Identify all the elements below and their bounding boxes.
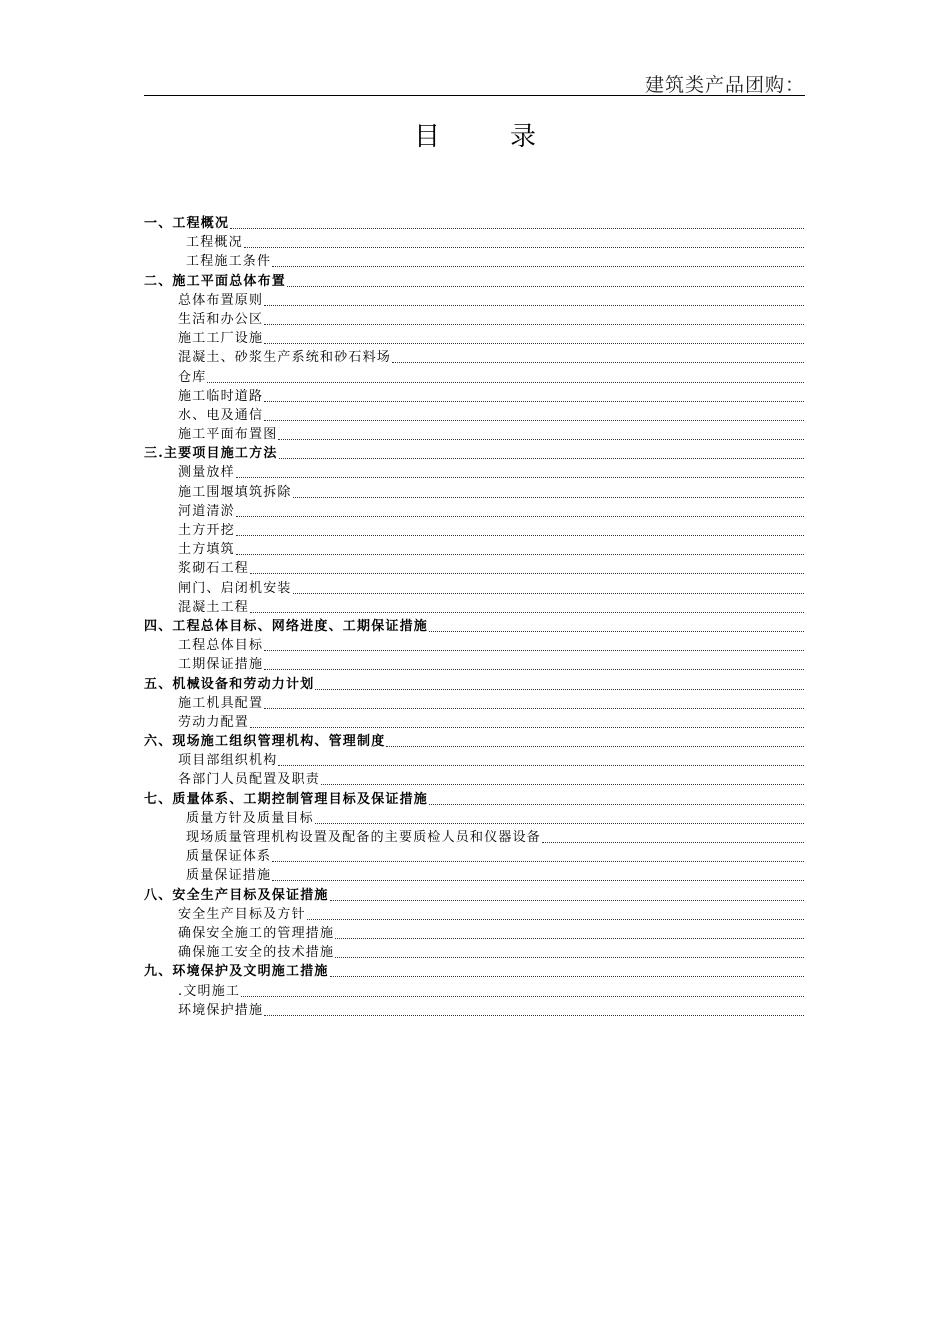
toc-entry[interactable] xyxy=(144,943,804,962)
toc-entry-label: 混凝土工程 xyxy=(178,599,250,615)
toc-entry-label: 施工机具配置 xyxy=(178,695,264,711)
toc-entry[interactable] xyxy=(144,962,804,981)
toc-entry[interactable] xyxy=(144,502,804,521)
toc-entry[interactable] xyxy=(144,866,804,885)
title-char-2: 录 xyxy=(510,122,537,152)
toc-entry[interactable] xyxy=(144,828,804,847)
dot-leader xyxy=(236,476,804,478)
dot-leader xyxy=(236,553,804,555)
toc-entry-label: 工程施工条件 xyxy=(186,254,272,270)
dot-leader xyxy=(241,995,804,997)
dot-leader xyxy=(315,822,804,824)
toc-entry-label: 项目部组织机构 xyxy=(178,753,278,769)
dot-leader xyxy=(264,649,804,651)
toc-entry-label: 二、施工平面总体布置 xyxy=(144,273,287,289)
toc-entry-label: 质量保证体系 xyxy=(186,849,272,865)
dot-leader xyxy=(264,419,804,421)
page-header-text: 建筑类产品团购： xyxy=(644,74,805,96)
toc-entry[interactable] xyxy=(144,329,804,348)
toc-entry-label: 工程总体目标 xyxy=(178,638,264,654)
toc-entry[interactable] xyxy=(144,809,804,828)
dot-leader xyxy=(264,342,804,344)
title-char-1: 目 xyxy=(413,122,440,152)
dot-leader xyxy=(542,841,804,843)
toc-entry[interactable] xyxy=(144,847,804,866)
toc-entry-label: 生活和办公区 xyxy=(178,311,264,327)
dot-leader xyxy=(230,227,804,229)
toc-entry[interactable] xyxy=(144,675,804,694)
toc-entry-label: 质量保证措施 xyxy=(186,868,272,884)
dot-leader xyxy=(264,304,804,306)
dot-leader xyxy=(278,438,804,440)
dot-leader xyxy=(207,381,804,383)
toc-entry-label: 九、环境保护及文明施工措施 xyxy=(144,964,329,980)
toc-entry[interactable] xyxy=(144,655,804,674)
toc-entry[interactable] xyxy=(144,406,804,425)
toc-entry[interactable] xyxy=(144,636,804,655)
dot-leader xyxy=(264,323,804,325)
toc-entry-label: 施工平面布置图 xyxy=(178,427,278,443)
toc-entry-label: 混凝土、砂浆生产系统和砂石料场 xyxy=(178,350,392,366)
toc-entry-label: 水、电及通信 xyxy=(178,407,264,423)
toc-entry[interactable] xyxy=(144,1001,804,1020)
toc-entry-label: 测量放样 xyxy=(178,465,235,481)
toc-entry-label: 工程概况 xyxy=(186,235,243,251)
dot-leader xyxy=(272,860,804,862)
toc-entry[interactable] xyxy=(144,291,804,310)
toc-entry-label: 土方填筑 xyxy=(178,542,235,558)
toc-entry[interactable] xyxy=(144,617,804,636)
toc-entry[interactable] xyxy=(144,982,804,1001)
toc-entry[interactable] xyxy=(144,272,804,291)
toc-entry[interactable] xyxy=(144,924,804,943)
dot-leader xyxy=(264,1014,804,1016)
toc-entry-label: 确保施工安全的技术措施 xyxy=(178,945,335,961)
toc-entry-label: 确保安全施工的管理措施 xyxy=(178,925,335,941)
toc-entry[interactable] xyxy=(144,770,804,789)
toc-entry[interactable] xyxy=(144,387,804,406)
toc-entry-label: 总体布置原则 xyxy=(178,292,264,308)
toc-entry-label: 六、现场施工组织管理机构、管理制度 xyxy=(144,734,386,750)
toc-entry-label: 仓库 xyxy=(178,369,207,385)
toc-entry-label: .文明施工 xyxy=(178,983,241,999)
toc-entry[interactable] xyxy=(144,252,804,271)
dot-leader xyxy=(279,457,804,459)
toc-entry[interactable] xyxy=(144,790,804,809)
toc-entry-label: 工期保证措施 xyxy=(178,657,264,673)
toc-entry[interactable] xyxy=(144,483,804,502)
dot-leader xyxy=(264,707,804,709)
toc-entry[interactable] xyxy=(144,310,804,329)
toc-entry[interactable] xyxy=(144,559,804,578)
dot-leader xyxy=(250,726,804,728)
dot-leader xyxy=(293,496,804,498)
toc-entry-label: 土方开挖 xyxy=(178,523,235,538)
toc-entry[interactable] xyxy=(144,233,804,252)
toc-entry[interactable] xyxy=(144,521,804,540)
dot-leader xyxy=(287,285,804,287)
toc-entry-label: 现场质量管理机构设置及配备的主要质检人员和仪器设备 xyxy=(186,830,542,845)
dot-leader xyxy=(330,899,804,901)
toc-entry-label: 河道清淤 xyxy=(178,503,235,519)
dot-leader xyxy=(278,764,804,766)
dot-leader xyxy=(236,515,804,517)
toc-entry-label: 闸门、启闭机安装 xyxy=(178,580,292,596)
toc-entry-label: 四、工程总体目标、网络进度、工期保证措施 xyxy=(144,618,429,634)
toc-entry[interactable] xyxy=(144,694,804,713)
toc-entry[interactable] xyxy=(144,444,804,463)
toc-entry-label: 施工工厂设施 xyxy=(178,331,264,347)
dot-leader xyxy=(392,361,804,363)
toc-entry-label: 环境保护措施 xyxy=(178,1002,264,1018)
toc-entry[interactable] xyxy=(144,368,804,387)
toc-entry-label: 劳动力配置 xyxy=(178,714,250,730)
dot-leader xyxy=(293,592,804,594)
dot-leader xyxy=(330,975,804,977)
dot-leader xyxy=(429,630,804,632)
toc-entry-label: 八、安全生产目标及保证措施 xyxy=(144,887,329,903)
toc-entry-label: 三.主要项目施工方法 xyxy=(144,446,278,462)
toc-entry-label: 一、工程概况 xyxy=(144,216,230,231)
dot-leader xyxy=(272,265,804,267)
dot-leader xyxy=(429,803,804,805)
toc-entry-label: 安全生产目标及方针 xyxy=(178,906,306,922)
toc-entry[interactable] xyxy=(144,886,804,905)
toc-entry[interactable] xyxy=(144,905,804,924)
dot-leader xyxy=(272,879,804,881)
toc-entry[interactable] xyxy=(144,348,804,367)
toc-entry[interactable] xyxy=(144,540,804,559)
toc-entry[interactable] xyxy=(144,214,804,233)
toc-entry[interactable] xyxy=(144,713,804,732)
toc-entry-label: 七、质量体系、工期控制管理目标及保证措施 xyxy=(144,791,429,807)
toc-entry-label: 各部门人员配置及职责 xyxy=(178,772,321,788)
toc-entry-label: 五、机械设备和劳动力计划 xyxy=(144,676,315,692)
dot-leader xyxy=(335,937,804,939)
toc-entry-label: 施工围堰填筑拆除 xyxy=(178,484,292,500)
toc-entry-label: 质量方针及质量目标 xyxy=(186,810,314,826)
dot-leader xyxy=(315,688,804,690)
dot-leader xyxy=(250,572,804,574)
toc-entry[interactable] xyxy=(144,732,804,751)
dot-leader xyxy=(264,668,804,670)
header-divider xyxy=(144,95,805,96)
toc-entry[interactable] xyxy=(144,579,804,598)
dot-leader xyxy=(335,956,804,958)
dot-leader xyxy=(244,246,804,248)
dot-leader xyxy=(236,534,804,536)
document-title xyxy=(0,116,950,153)
dot-leader xyxy=(386,745,804,747)
table-of-contents xyxy=(144,214,804,1020)
toc-entry[interactable] xyxy=(144,425,804,444)
toc-entry[interactable] xyxy=(144,463,804,482)
toc-entry[interactable] xyxy=(144,751,804,770)
dot-leader xyxy=(264,400,804,402)
toc-entry-label: 浆砌石工程 xyxy=(178,561,250,577)
dot-leader xyxy=(250,611,804,613)
dot-leader xyxy=(321,783,804,785)
dot-leader xyxy=(307,918,804,920)
toc-entry-label: 施工临时道路 xyxy=(178,388,264,404)
toc-entry[interactable] xyxy=(144,598,804,617)
